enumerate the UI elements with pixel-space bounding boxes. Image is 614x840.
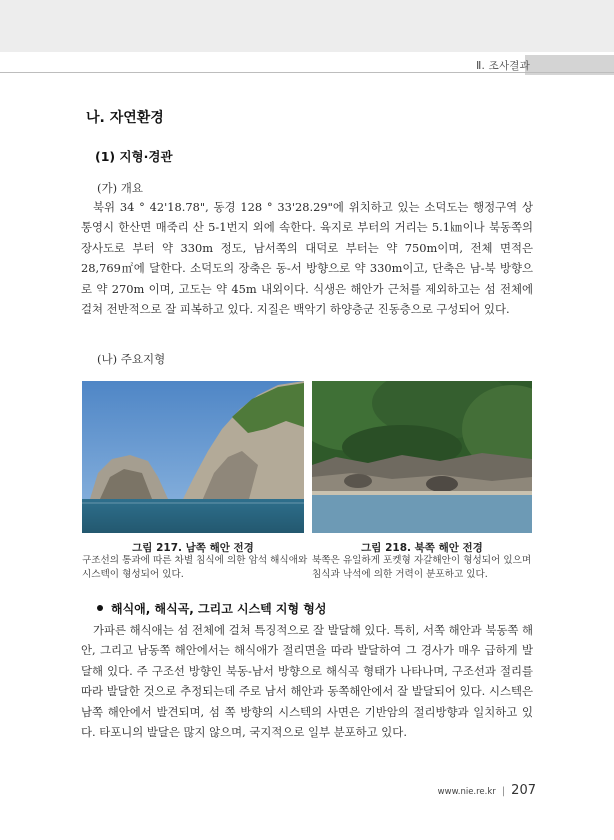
figure-218-description-line: 침식과 낙석에 의한 거력이 분포하고 있다. (312, 568, 488, 580)
footer-separator: | (501, 786, 506, 797)
subsection-title: (1) 지형·경관 (95, 149, 173, 164)
page-footer (438, 779, 536, 798)
overview-heading: (가) 개요 (97, 181, 143, 195)
overview-line: 남-북 방향으로 약 270m 이며, 고도는 약 45m 내외이다. 식생은 해안가 근처를 (81, 261, 533, 296)
figure-217-caption: 그림 217. 남쪽 해안 전경 (132, 542, 254, 554)
figure-218-description-line: 북쪽은 유일하게 포켓형 자갈해안이 형성되어 있으며 (312, 555, 532, 566)
figure-218-caption: 그림 218. 북쪽 해안 전경 (361, 542, 483, 554)
bullet-line: 북동쪽 해안, 그리고 남동쪽 해안에서는 해식애가 절리면을 따라 발달하여 그 경사가 (81, 623, 533, 658)
overview-line: 진동층으로 구성되어 있다. (377, 302, 510, 317)
figure-217-description-line: 구조선의 통과에 따른 차별 침식에 의한 암석 해식애와 (82, 555, 308, 566)
bullet-heading (97, 600, 326, 617)
landform-heading: (나) 주요지형 (97, 352, 166, 366)
bullet-dot-icon (97, 605, 103, 611)
figure-218-description (312, 554, 538, 581)
bullet-line: 시스텍의 사면은 기반암의 절리방향과 일치하고 있다. 타포니의 발달은 많지 않으며, (81, 704, 533, 740)
figure-217-description-line: 시스텍이 형성되어 있다. (82, 568, 184, 580)
bullet-line: 매우 급하게 발달해 있다. 주 구조선 방향인 북동-남서 방향으로 해식곡 형태가 (81, 643, 534, 678)
chapter-label: Ⅱ. 조사결과 (476, 60, 530, 72)
bullet-line: 나타나며, 구조선과 절리를 따라 발달한 것으로 추정되는데 주로 남서 해안과 (81, 663, 534, 699)
bullet-title: 해식애, 해식곡, 그리고 시스텍 지형 형성 (111, 602, 327, 616)
overview-line: 면적은 28,769㎡에 달한다. 소덕도의 장축은 동-서 방향으로 약 330m이고, 단축은 (81, 240, 533, 276)
south-coast-photo (82, 381, 304, 533)
bullet-paragraph (81, 620, 533, 742)
overview-line: 북위 34 ° 42'18.78", 동경 128 ° 33'28.29"에 위치하고 있는 소덕도는 행정구역 상 (93, 200, 533, 214)
bullet-line: 동쪽해안에서 잘 발달되어 있다. 시스텍은 남쪽 해안에서 발견되며, 섬 쪽 방향의 (81, 684, 533, 719)
bullet-line: 국지적으로 일부 분포하고 있다. (249, 725, 407, 740)
footer-url: www.nie.re.kr (437, 787, 496, 797)
overview-line: 통영시 한산면 매죽리 산 5-1번지 외에 속한다. 육지로 부터의 거리는 5.1㎞이나 (81, 220, 485, 235)
top-margin-band (0, 0, 614, 52)
page-number: 207 (511, 783, 536, 798)
figure-217-description (82, 554, 310, 581)
header-rule (0, 72, 614, 73)
overview-paragraph (81, 197, 533, 319)
section-title: 나. 자연환경 (86, 110, 164, 126)
bullet-line: 가파른 해식애는 섬 전체에 걸쳐 특징적으로 잘 발달해 있다. 특히, 서쪽 해안과 (93, 623, 482, 637)
overview-line: 제외하고는 섬 전체에 걸쳐 전반적으로 잘 피복하고 있다. 지질은 백악기 하양층군 (81, 281, 534, 317)
north-coast-photo (312, 381, 532, 533)
overview-line: 북동쪽의 장사도로 부터 약 330m 정도, 남서쪽의 대덕로 부터는 약 750m이며, 전체 (81, 220, 533, 255)
